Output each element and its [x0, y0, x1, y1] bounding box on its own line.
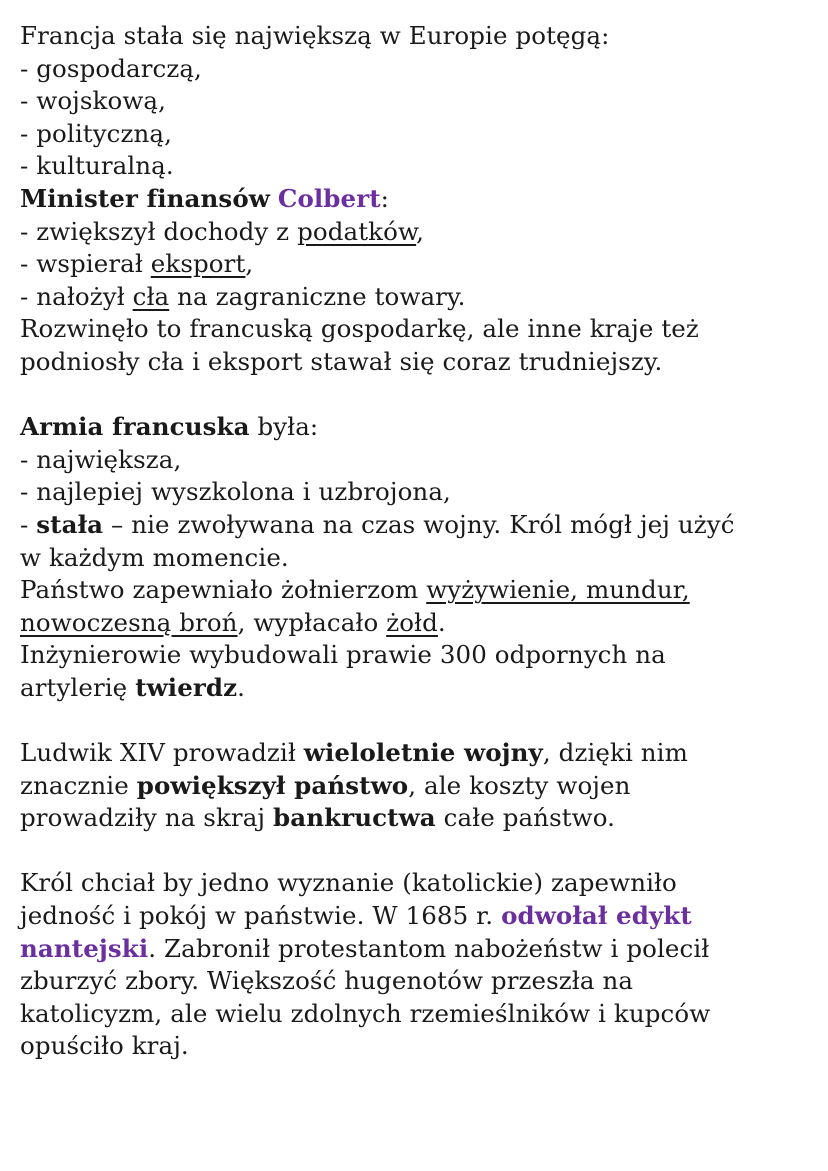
army-supply-line-2: [20, 607, 810, 640]
wars-line-3: [20, 802, 810, 835]
wars-line-3-pre: prowadziły na skraj: [20, 803, 274, 833]
army-supply-underlined-3: żołd: [386, 607, 438, 637]
colbert-heading: [20, 183, 810, 216]
colbert-item-taxes-post: ,: [416, 216, 424, 246]
colbert-item-tariffs-post: na zagraniczne towary.: [169, 281, 466, 311]
religion-line-3-post: . Zabronił protestantom nabożeństw i polecił: [148, 933, 710, 963]
power-item-cultural: - kulturalną.: [20, 151, 174, 181]
colbert-item-taxes-pre: - zwiększył dochody z: [20, 216, 298, 246]
colbert-heading-label: Minister finansów: [20, 183, 270, 213]
religion-line-4: zburzyć zbory. Większość hugenotów przeszła na: [20, 966, 634, 996]
wars-line-3-post: całe państwo.: [435, 803, 616, 833]
colbert-heading-colon: :: [380, 183, 390, 213]
army-forts-pre: artylerię: [20, 672, 136, 702]
colbert-item-export-pre: - wspierał: [20, 249, 151, 279]
colbert-summary-line-1: Rozwinęło to francuską gospodarkę, ale inne kraje też: [20, 314, 699, 344]
army-supply-post: .: [437, 607, 446, 637]
army-item-trained: - najlepiej wyszkolona i uzbrojona,: [20, 477, 451, 507]
army-forts-bold: twierdz: [135, 672, 238, 702]
religion-edict-highlight-1: odwołał edykt: [501, 901, 692, 931]
army-forts-post: .: [237, 672, 246, 702]
religion-line-6: opuściło kraj.: [20, 1031, 189, 1061]
religion-line-3: [20, 933, 810, 966]
army-item-largest: - największa,: [20, 444, 182, 474]
wars-line-1-pre: Ludwik XIV prowadził: [20, 738, 304, 768]
army-item-standing: [20, 509, 810, 542]
colbert-item-tariffs: [20, 281, 810, 314]
power-item-economic: - gospodarczą,: [20, 53, 202, 83]
army-item-standing-post: – nie zwoływana na czas wojny. Król mógł jej użyć: [103, 509, 735, 539]
colbert-item-tariffs-underlined: cła: [132, 281, 170, 311]
army-supply-mid: , wypłacało: [237, 607, 387, 637]
army-supply-underlined-1: wyżywienie, mundur,: [426, 575, 690, 605]
religion-line-5: katolicyzm, ale wielu zdolnych rzemieślników i kupców: [20, 998, 711, 1028]
army-heading-label: Armia francuska: [20, 412, 250, 442]
colbert-item-tariffs-pre: - nałożył: [20, 281, 133, 311]
army-supply-line-1: [20, 574, 810, 607]
colbert-summary-line-2: podniosły cła i eksport stawał się coraz trudniejszy.: [20, 346, 663, 376]
colbert-name: Colbert: [277, 183, 381, 213]
army-supply-underlined-2: nowoczesną broń: [20, 607, 238, 637]
religion-line-2-pre: jedność i pokój w państwie. W 1685 r.: [20, 901, 502, 931]
colbert-item-export-underlined: eksport: [150, 249, 246, 279]
colbert-item-taxes-underlined: podatków: [297, 216, 417, 246]
power-item-military: - wojskową,: [20, 86, 167, 116]
army-item-standing-bold: stała: [36, 509, 104, 539]
colbert-item-taxes: [20, 216, 810, 249]
wars-line-2-post: , ale koszty wojen: [408, 770, 631, 800]
wars-line-2-bold: powiększył państwo: [136, 770, 409, 800]
colbert-item-export-post: ,: [245, 249, 254, 279]
wars-line-2: [20, 770, 810, 803]
army-item-standing-pre: -: [20, 509, 37, 539]
wars-line-2-pre: znacznie: [20, 770, 137, 800]
army-heading-rest: była:: [249, 412, 319, 442]
army-item-standing-line-2: w każdym momencie.: [20, 542, 289, 572]
religion-line-2: [20, 900, 810, 933]
army-supply-pre: Państwo zapewniało żołnierzom: [20, 575, 427, 605]
army-forts-line-1: Inżynierowie wybudowali prawie 300 odpornych na: [20, 640, 666, 670]
paragraph-spacer: [20, 704, 810, 737]
army-forts-line-2: [20, 672, 810, 705]
army-heading: [20, 411, 810, 444]
paragraph-spacer: [20, 835, 810, 868]
power-item-political: - polityczną,: [20, 118, 172, 148]
paragraph-spacer: [20, 379, 810, 412]
wars-line-1: [20, 737, 810, 770]
wars-line-1-post: , dzięki nim: [542, 738, 688, 768]
wars-line-3-bold: bankructwa: [273, 803, 436, 833]
wars-line-1-bold: wieloletnie wojny: [303, 738, 543, 768]
religion-edict-highlight-2: nantejski: [20, 933, 149, 963]
colbert-item-export: [20, 248, 810, 281]
power-intro: Francja stała się największą w Europie potęgą:: [20, 21, 610, 50]
religion-line-1: Król chciał by jedno wyznanie (katolickie) zapewniło: [20, 868, 677, 898]
document-page: [20, 20, 810, 1063]
